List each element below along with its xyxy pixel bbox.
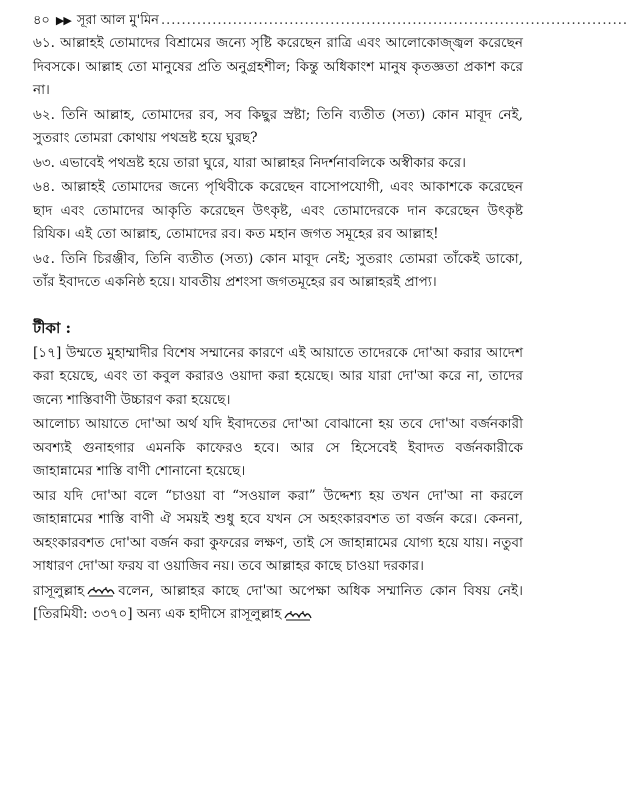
surah-name: সূরা আল মু'মিন <box>76 13 159 28</box>
hadith-text: বলেন, আল্লাহর কাছে দো'আ অপেক্ষা অধিক সম্মানিত কোন বিষয় নেই। [তিরমিযী: ৩৩৭০] অন্য এক হাদীসে রাসূলুল্লাহ <box>33 582 523 622</box>
commentary-paragraph <box>33 580 523 627</box>
prophet-name: রাসূলুল্লাহ <box>33 582 85 599</box>
verse-65: ৬৫. তিনি চিরঞ্জীব, তিনি ব্যতীত (সত্য) কোন মাবূদ নেই; সুতরাং তোমরা তাঁকেই ডাকো, তাঁর ইবাদতে একনিষ্ঠ হয়ে। যাবতীয় প্রশংসা জগতমূহের রব আল্লাহরই প্রাপ্য। <box>33 250 523 290</box>
commentary-paragraph: আর যদি দো'আ বলে “চাওয়া বা “সওয়াল করা” উদ্দেশ্য হয় তখন দো'আ না করলে জাহান্নামের শাস্তি বাণী ঐ সময়ই শুধু হবে যখন সে অহংকারবশত তা বর্জন করে। কেননা, অহংকারবশত দো'আ বর্জন করা কুফরের লক্ষণ, তাই সে জাহান্নামের যোগ্য হয়ে যায়। নতুবা সাধারণ দো'আ ফরয বা ওয়াজিব নয়। তবে আল্লাহর কাছে চাওয়া দরকার। <box>33 487 523 574</box>
section-gap <box>33 296 523 316</box>
salawat-seal-icon <box>86 584 116 598</box>
salawat-seal-icon <box>283 608 313 622</box>
commentary-paragraph: [১৭] উম্মতে মুহাম্মাদীর বিশেষ সম্মানের কারণে এই আয়াতে তাদেরকে দো'আ করার আদেশ করা হয়েছে, এবং তা কবুল করারও ওয়াদা করা হয়েছে। আর যারা দো'আ করে না, তাদের জন্যে শাস্তিবাণী উচ্চারণ করা হয়েছে। <box>33 344 523 408</box>
leader-dots: ........................................................................................... <box>160 13 628 28</box>
running-header <box>33 10 628 32</box>
verse-62: ৬২. তিনি আল্লাহ, তোমাদের রব, সব কিছুর স্রষ্টা; তিনি ব্যতীত (সত্য) কোন মাবূদ নেই, সুতরাং তোমরা কোথায় পথভ্রষ্ট হয়ে ঘুরছ? <box>33 106 523 146</box>
commentary-title: টীকা : <box>33 318 72 337</box>
verse-61: ৬১. আল্লাহই তোমাদের বিশ্রামের জন্যে সৃষ্টি করেছেন রাত্রি এবং আলোকোজ্জ্বল করেছেন দিবসকে। আল্লাহ তো মানুষের প্রতি অনুগ্রহশীল; কিন্তু অধিকাংশ মানুষ কৃতজ্ঞতা প্রকাশ করে না। <box>33 35 523 98</box>
verse-64: ৬৪. আল্লাহই তোমাদের জন্যে পৃথিবীকে করেছেন বাসোপযোগী, এবং আকাশকে করেছেন ছাদ এবং তোমাদের আকৃতি করেছেন উৎকৃষ্ট, এবং তোমাদেরকে দান করেছেন উৎকৃষ্ট রিযিক। এই তো আল্লাহ, তোমাদের রব। কত মহান জগত সমূহের রব আল্লাহ! <box>33 179 523 242</box>
double-arrow-icon: ▶▶ <box>55 14 71 27</box>
verse-63: ৬৩. এভাবেই পথভ্রষ্ট হয়ে তারা ঘুরে, যারা আল্লাহর নিদর্শনাবলিকে অস্বীকার করে। <box>33 154 466 171</box>
commentary-paragraph: আলোচ্য আয়াতে দো'আ অর্থ যদি ইবাদতের দো'আ বোঝানো হয় তবে দো'আ বর্জনকারী অবশ্যই গুনাহগার এমনকি কাফেরও হবে। আর সে হিসেবেই ইবাদত বর্জনকারীকে জাহান্নামের শাস্তি বাণী শোনানো হয়েছে। <box>33 416 523 479</box>
page-number: ৪০ <box>33 13 50 28</box>
page <box>33 10 628 628</box>
